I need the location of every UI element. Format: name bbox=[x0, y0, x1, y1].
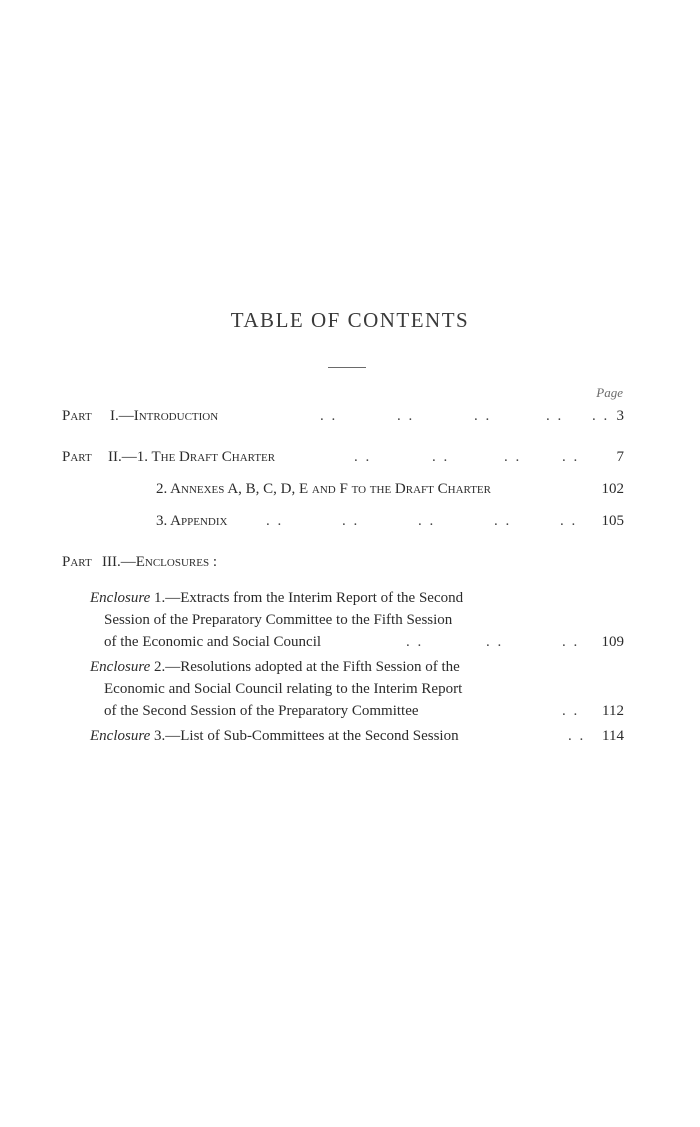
toc-entry-part-2-2 bbox=[62, 479, 624, 499]
toc-entry-part-1 bbox=[62, 406, 624, 426]
toc-entry-enclosure-3 bbox=[90, 725, 624, 747]
part-2-item-1-label: II.—1. The Draft Charter bbox=[108, 449, 276, 465]
toc-entry-enclosure-1 bbox=[90, 587, 624, 653]
part-1-label: I.—Introduction bbox=[110, 408, 219, 424]
leader-dots: . . bbox=[406, 634, 424, 650]
page-number: 105 bbox=[601, 513, 624, 529]
enclosure-name: Enclosure bbox=[90, 590, 151, 606]
toc-entry-part-2-1 bbox=[62, 447, 624, 467]
toc-entry-part-3 bbox=[62, 552, 624, 572]
page-number: 3 bbox=[616, 408, 624, 424]
page-column-header: Page bbox=[596, 385, 623, 400]
page-number: 7 bbox=[616, 449, 624, 465]
leader-dots: . . bbox=[560, 513, 578, 529]
leader-dots: . . bbox=[568, 728, 586, 744]
enclosure-2-line-1: 2.—Resolutions adopted at the Fifth Session of the bbox=[154, 659, 460, 675]
part-prefix: Part bbox=[62, 408, 92, 424]
page-number: 114 bbox=[602, 728, 624, 744]
leader-dots: . . bbox=[474, 408, 492, 424]
page-number: 109 bbox=[601, 634, 624, 650]
enclosure-1-line-2: Session of the Preparatory Committee to the Fifth Session bbox=[104, 612, 453, 628]
leader-dots: . . bbox=[562, 449, 580, 465]
leader-dots: . . bbox=[486, 634, 504, 650]
enclosure-1-line-3: of the Economic and Social Council bbox=[104, 634, 322, 650]
leader-dots: . . bbox=[504, 449, 522, 465]
part-3-label: III.—Enclosures : bbox=[102, 554, 217, 570]
page-number: 102 bbox=[601, 481, 624, 497]
leader-dots: . . bbox=[397, 408, 415, 424]
enclosure-name: Enclosure bbox=[90, 728, 151, 744]
leader-dots: . . bbox=[592, 408, 610, 424]
enclosure-2-line-2: Economic and Social Council relating to the Interim Report bbox=[104, 681, 463, 697]
toc-entry-enclosure-2 bbox=[90, 656, 624, 722]
enclosure-name: Enclosure bbox=[90, 659, 151, 675]
part-prefix: Part bbox=[62, 554, 92, 570]
page-number: 112 bbox=[602, 703, 624, 719]
leader-dots: . . bbox=[562, 703, 580, 719]
leader-dots: . . bbox=[320, 408, 338, 424]
part-2-item-2-label: 2. Annexes A, B, C, D, E and F to the Draft Charter bbox=[156, 481, 491, 497]
part-2-item-3-label: 3. Appendix bbox=[156, 513, 228, 529]
enclosure-2-line-3: of the Second Session of the Preparatory Committee bbox=[104, 703, 419, 719]
leader-dots: . . bbox=[418, 513, 436, 529]
enclosure-3-line-1: 3.—List of Sub-Committees at the Second Session bbox=[154, 728, 459, 744]
leader-dots: . . bbox=[494, 513, 512, 529]
page-title: TABLE OF CONTENTS bbox=[230, 308, 470, 332]
toc-entry-part-2-3 bbox=[62, 511, 624, 531]
leader-dots: . . bbox=[342, 513, 360, 529]
enclosure-1-line-1: 1.—Extracts from the Interim Report of the Second bbox=[154, 590, 464, 606]
leader-dots: . . bbox=[354, 449, 372, 465]
title-rule bbox=[328, 367, 366, 368]
leader-dots: . . bbox=[546, 408, 564, 424]
part-prefix: Part bbox=[62, 449, 92, 465]
leader-dots: . . bbox=[266, 513, 284, 529]
leader-dots: . . bbox=[562, 634, 580, 650]
leader-dots: . . bbox=[432, 449, 450, 465]
